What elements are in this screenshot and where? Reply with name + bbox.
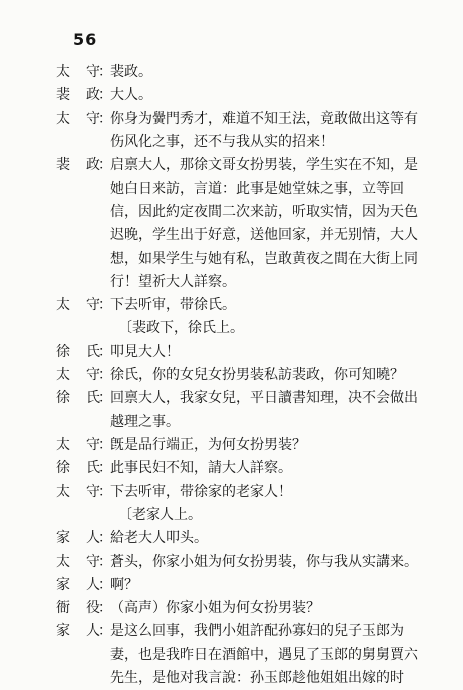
- stage-direction-text: 〔裴政下，徐氏上。: [118, 320, 244, 337]
- speaker-name: 衙 役: [56, 600, 100, 617]
- speaker-name: 太 守: [56, 483, 100, 500]
- dialogue-text: （高声）你家小姐为何女扮男装？: [110, 600, 320, 617]
- speaker-name: 太 守: [56, 110, 100, 127]
- dialogue-text: 信，因此約定夜間二次来訪，听取实情，因为天色: [110, 203, 418, 220]
- dialogue-text: 回禀大人，我家女兒，平日讀書知理，决不会做出: [110, 390, 418, 407]
- speaker-colon: ：: [98, 157, 112, 174]
- speaker-colon: ：: [98, 390, 112, 407]
- speaker-name: 徐 氏: [56, 390, 100, 407]
- speaker-colon: ：: [98, 343, 112, 360]
- dialogue-text: 此事民妇不知，請大人詳察。: [110, 460, 292, 477]
- speaker-colon: ：: [98, 530, 112, 547]
- dialogue-text: 下去听审，带徐家的老家人！: [110, 483, 292, 500]
- speaker-name: 徐 氏: [56, 343, 100, 360]
- speaker-name: 家 人: [56, 576, 100, 593]
- speaker-name: 太 守: [56, 367, 100, 383]
- speaker-name: 裴 政: [56, 87, 100, 104]
- dialogue-text: 給老大人叩头。: [110, 530, 208, 547]
- speaker-name: 徐 氏: [56, 460, 100, 477]
- speaker-colon: ：: [98, 87, 112, 104]
- speaker-colon: ：: [98, 576, 112, 593]
- speaker-colon: ：: [98, 623, 112, 640]
- dialogue-text: 徐氏，你的女兒女扮男装私訪裴政，你可知曉？: [110, 367, 404, 383]
- speaker-colon: ：: [98, 436, 112, 453]
- dialogue-text: 蒼头，你家小姐为何女扮男装，你与我从实講来。: [110, 553, 418, 570]
- dialogue-text: 想，如果学生与她有私，岂敢黄夜之間在大街上同: [110, 250, 418, 267]
- speaker-name: 太 守: [56, 64, 100, 80]
- speaker-name: 裴 政: [56, 157, 100, 174]
- speaker-colon: ：: [98, 483, 112, 500]
- dialogue-text: 是这么回事，我們小姐許配孙寡妇的兒子玉郎为: [110, 623, 404, 640]
- speaker-colon: ：: [98, 297, 112, 314]
- dialogue-text: 迟晚，学生出于好意，送他回家，并无别情，大人: [110, 227, 418, 244]
- stage-direction-text: 〔老家人上。: [118, 506, 202, 523]
- page-number: 56: [73, 30, 98, 49]
- speaker-colon: ：: [98, 460, 112, 477]
- speaker-colon: ：: [98, 64, 112, 80]
- speaker-colon: ：: [98, 367, 112, 383]
- dialogue-text: 啊？: [110, 576, 138, 593]
- speaker-name: 太 守: [56, 297, 100, 314]
- dialogue-text: 先生，是他对我言說：孙玉郎趁他姐姐出嫁的时: [110, 670, 404, 686]
- dialogue-text: 行！望祈大人詳察。: [110, 273, 236, 290]
- dialogue-text: 伤风化之事，还不与我从实的招来！: [110, 133, 334, 150]
- dialogue-text: 旣是品行端正，为何女扮男装？: [110, 436, 306, 453]
- dialogue-text: 大人。: [110, 87, 152, 104]
- speaker-name: 家 人: [56, 623, 100, 640]
- dialogue-text: 裴政。: [110, 64, 152, 80]
- dialogue-text: 叩見大人！: [110, 343, 180, 360]
- speaker-name: 太 守: [56, 436, 100, 453]
- dialogue-text: 越理之事。: [110, 413, 180, 430]
- dialogue-text: 启禀大人，那徐文哥女扮男装，学生实在不知，是: [110, 157, 418, 174]
- speaker-name: 太 守: [56, 553, 100, 570]
- dialogue-text: 下去听审，带徐氏。: [110, 297, 236, 314]
- dialogue-text: 你身为黌門秀才，难道不知王法，竟敢做出这等有: [110, 110, 418, 127]
- speaker-name: 家 人: [56, 530, 100, 547]
- speaker-colon: ：: [98, 600, 112, 617]
- dialogue-text: 妻，也是我昨日在酒館中，遇見了玉郎的舅舅賈六: [110, 646, 418, 663]
- speaker-colon: ：: [98, 110, 112, 127]
- speaker-colon: ：: [98, 553, 112, 570]
- dialogue-text: 她白日来訪，言道：此事是她堂妹之事，立等回: [110, 180, 404, 197]
